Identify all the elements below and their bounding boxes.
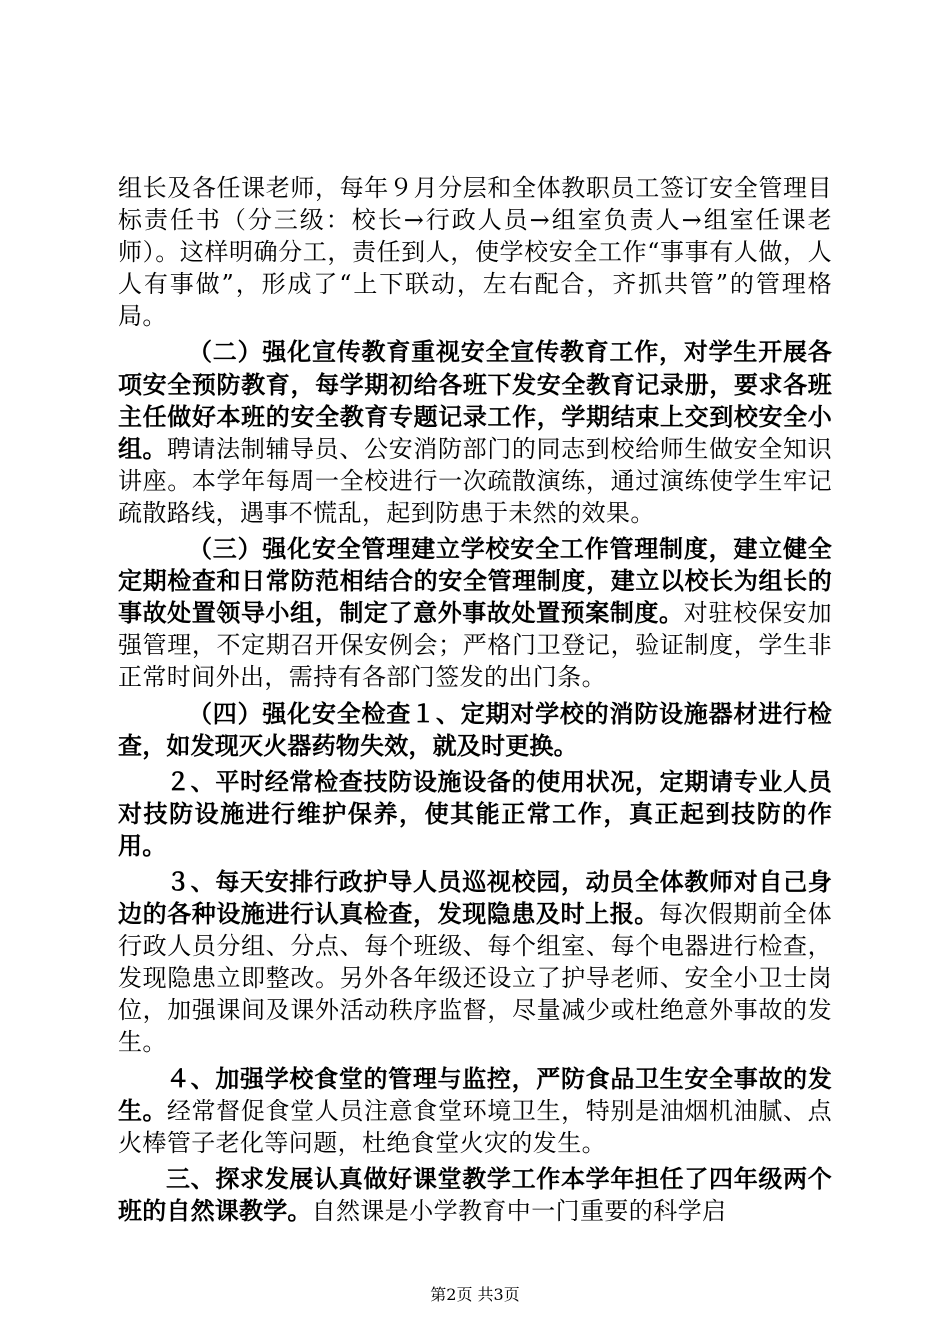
paragraph-lead: （四）强化安全检查１、定期对学校的消防设施器材进行检查，如发现灭火器药物失效，就及时更换。 xyxy=(118,699,832,760)
paragraph-text: 自然课是小学教育中一门重要的科学启 xyxy=(311,1196,727,1225)
paragraph-lead: ３、每天安排行政护导人员巡视校园，动员全体教师对自己身边的各种设施进行认真检查，发现隐患及时上报。 xyxy=(118,867,832,929)
paragraph-continuation xyxy=(118,172,832,332)
paragraph-text: 聘请法制辅导员、公安消防部门的同志到校给师生做安全知识讲座。本学年每周一全校进行一次疏散演练，通过演练使学生牢记疏散路线，遇事不慌乱，起到防患于未然的效果。 xyxy=(118,434,832,527)
paragraph-publicity-education xyxy=(118,336,832,529)
page-number-footer: 第2页 共3页 xyxy=(430,1285,520,1304)
paragraph-text: 组长及各任课老师，每年９月分层和全体教职员工签订安全管理目标责任书（分三级：校长→行政人员→组室负责人→组室任课老师）。这样明确分工，责任到人，使学校安全工作“事事有人做，人人有事做”，形成了“上下联动，左右配合，齐抓共管”的管理格局。 xyxy=(118,174,832,331)
paragraph-lead: 三、探求发展认真做好课堂教学工作本学年担任了四年级两个班的自然课教学。 xyxy=(118,1164,832,1225)
paragraph-lead: （二）强化宣传教育重视安全宣传教育工作，对学生开展各项安全预防教育，每学期初给各班下发安全教育记录册，要求各班主任做好本班的安全教育专题记录工作，学期结束上交到校安全小组。 xyxy=(118,338,832,463)
paragraph-lead: （三）强化安全管理建立学校安全工作管理制度，建立健全定期检查和日常防范相结合的安全管理制度，建立以校长为组长的事故处置领导小组，制定了意外事故处置预案制度。 xyxy=(118,535,832,628)
paragraph-text: 对驻校保安加强管理，不定期召开保安例会；严格门卫登记，验证制度，学生非正常时间外出，需持有各部门签发的出门条。 xyxy=(118,599,832,692)
paragraph-safety-inspection xyxy=(118,698,832,762)
paragraph-item-2 xyxy=(118,766,832,862)
paragraph-lead: ２、平时经常检查技防设施设备的使用状况，定期请专业人员对技防设施进行维护保养，使其能正常工作，真正起到技防的作用。 xyxy=(118,767,832,860)
paragraph-text: 经常督促食堂人员注意食堂环境卫生，特别是油烟机油腻、点火棒管子老化等问题，杜绝食堂火灾的发生。 xyxy=(118,1096,832,1157)
paragraph-text: 每次假期前全体行政人员分组、分点、每个班级、每个组室、每个电器进行检查，发现隐患立即整改。另外各年级还设立了护导老师、安全小卫士岗位，加强课间及课外活动秩序监督，尽量减少或杜绝意外事故的发生。 xyxy=(118,900,832,1057)
paragraph-safety-management xyxy=(118,533,832,693)
paragraph-item-4 xyxy=(118,1063,832,1159)
paragraph-item-3 xyxy=(118,866,832,1059)
paragraph-section-three xyxy=(118,1163,832,1227)
document-body xyxy=(118,172,832,1227)
paragraph-lead: ４、加强学校食堂的管理与监控，严防食品卫生安全事故的发生。 xyxy=(118,1064,832,1125)
